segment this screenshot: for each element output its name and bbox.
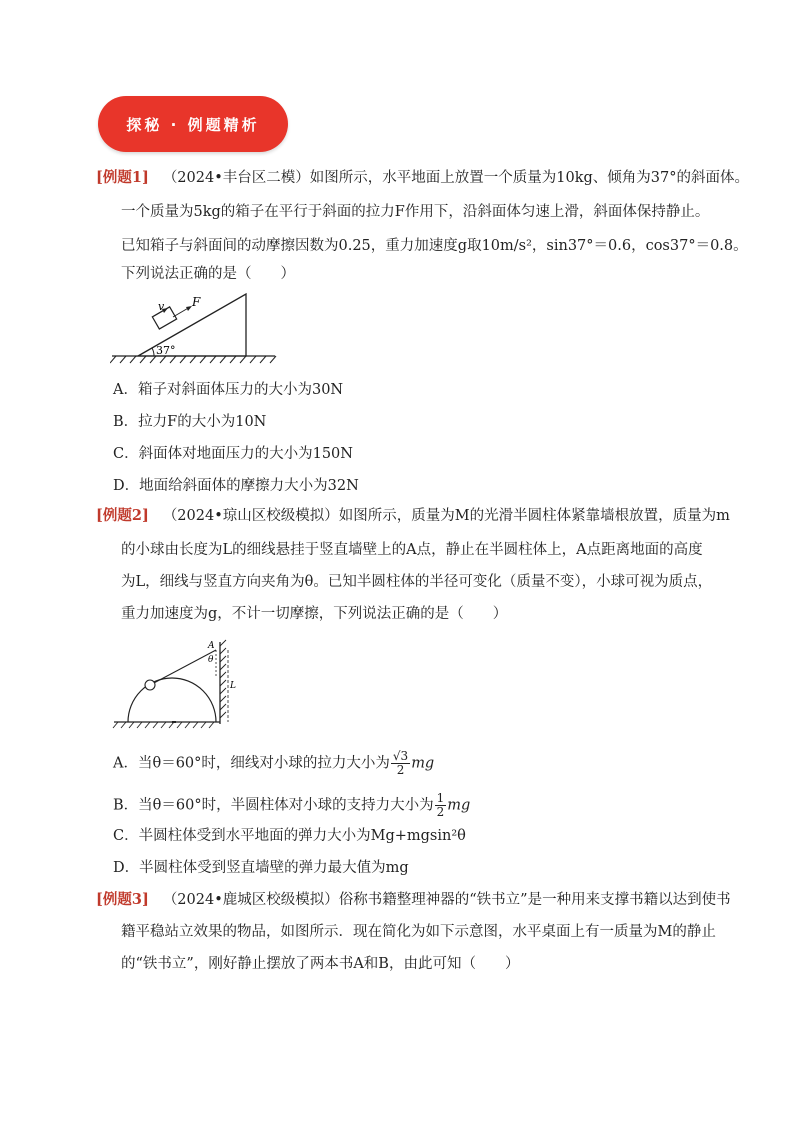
wall-hatch bbox=[220, 640, 226, 718]
half-cylinder bbox=[128, 678, 216, 722]
q1-option-d[interactable]: D．地面给斜面体的摩擦力大小为32N bbox=[113, 478, 359, 494]
ground-hatch bbox=[113, 722, 214, 728]
q1-tag: [例题1] bbox=[96, 169, 149, 186]
q2-line-1: [例题2] （2024•琼山区校级模拟）如图所示，质量为M的光滑半圆柱体紧靠墙根放置，质量为m bbox=[96, 507, 730, 524]
q2-option-b[interactable]: B．当θ＝60°时，半圆柱体对小球的支持力大小为 $\frac{1}{2}$ mg bbox=[113, 791, 471, 819]
ground-hatch bbox=[110, 356, 276, 363]
section-banner bbox=[98, 96, 288, 152]
angle-label: 37° bbox=[156, 344, 176, 357]
ball bbox=[145, 680, 155, 690]
q3-tag: [例题3] bbox=[96, 891, 149, 908]
q2-option-a[interactable]: A．当θ＝60°时，细线对小球的拉力大小为 $\frac{√3}{2}$ mg bbox=[113, 749, 435, 777]
theta-label: θ bbox=[208, 655, 214, 665]
q1-line-1: [例题1] （2024•丰台区二模）如图所示，水平地面上放置一个质量为10kg、倾角为37°的斜面体。 bbox=[96, 169, 749, 186]
fraction: $\frac{1}{2}$ bbox=[436, 791, 445, 819]
force-label: F bbox=[192, 295, 201, 309]
velocity-label: v bbox=[158, 300, 165, 313]
q2-option-d[interactable]: D．半圆柱体受到竖直墙壁的弹力最大值为mg bbox=[113, 860, 409, 876]
q1-line-2: 一个质量为5kg的箱子在平行于斜面的拉力F作用下，沿斜面体匀速上滑，斜面体保持静止。 bbox=[121, 204, 710, 220]
length-label: L bbox=[230, 681, 236, 691]
incline-figure bbox=[110, 290, 285, 370]
q2-line-4: 重力加速度为g，不计一切摩擦，下列说法正确的是（ ） bbox=[121, 606, 508, 622]
fraction: $\frac{√3}{2}$ bbox=[392, 749, 409, 777]
q1-option-c[interactable]: C．斜面体对地面压力的大小为150N bbox=[113, 446, 353, 462]
q1-option-b[interactable]: B．拉力F的大小为10N bbox=[113, 414, 267, 430]
point-a-label: A bbox=[208, 641, 215, 651]
half-cylinder-figure bbox=[110, 636, 240, 732]
q3-line-1: [例题3] （2024•鹿城区校级模拟）俗称书籍整理神器的“铁书立”是一种用来支撑书籍以达到使书 bbox=[96, 891, 731, 908]
q3-line-3: 的“铁书立”，刚好静止摆放了两本书A和B，由此可知（ ） bbox=[121, 956, 520, 972]
string bbox=[152, 650, 216, 684]
q3-line-2: 籍平稳站立效果的物品，如图所示．现在简化为如下示意图，水平桌面上有一质量为M的静止 bbox=[121, 924, 716, 940]
q2-tag: [例题2] bbox=[96, 507, 149, 524]
q1-option-a[interactable]: A．箱子对斜面体压力的大小为30N bbox=[113, 382, 344, 398]
q1-line-4: 下列说法正确的是（ ） bbox=[121, 266, 295, 282]
q2-line-2: 的小球由长度为L的细线悬挂于竖直墙壁上的A点，静止在半圆柱体上，A点距离地面的高度 bbox=[121, 542, 703, 558]
q2-option-c[interactable]: C．半圆柱体受到水平地面的弹力大小为Mg+mgsin²θ bbox=[113, 828, 466, 844]
banner-title: 探秘 · 例题精析 bbox=[126, 115, 260, 134]
q2-line-3: 为L，细线与竖直方向夹角为θ。已知半圆柱体的半径可变化（质量不变），小球可视为质点， bbox=[121, 574, 713, 590]
q1-line-3: 已知箱子与斜面间的动摩擦因数为0.25，重力加速度g取10m/s²，sin37°＝0.6，cos37°＝0.8。 bbox=[121, 238, 748, 254]
